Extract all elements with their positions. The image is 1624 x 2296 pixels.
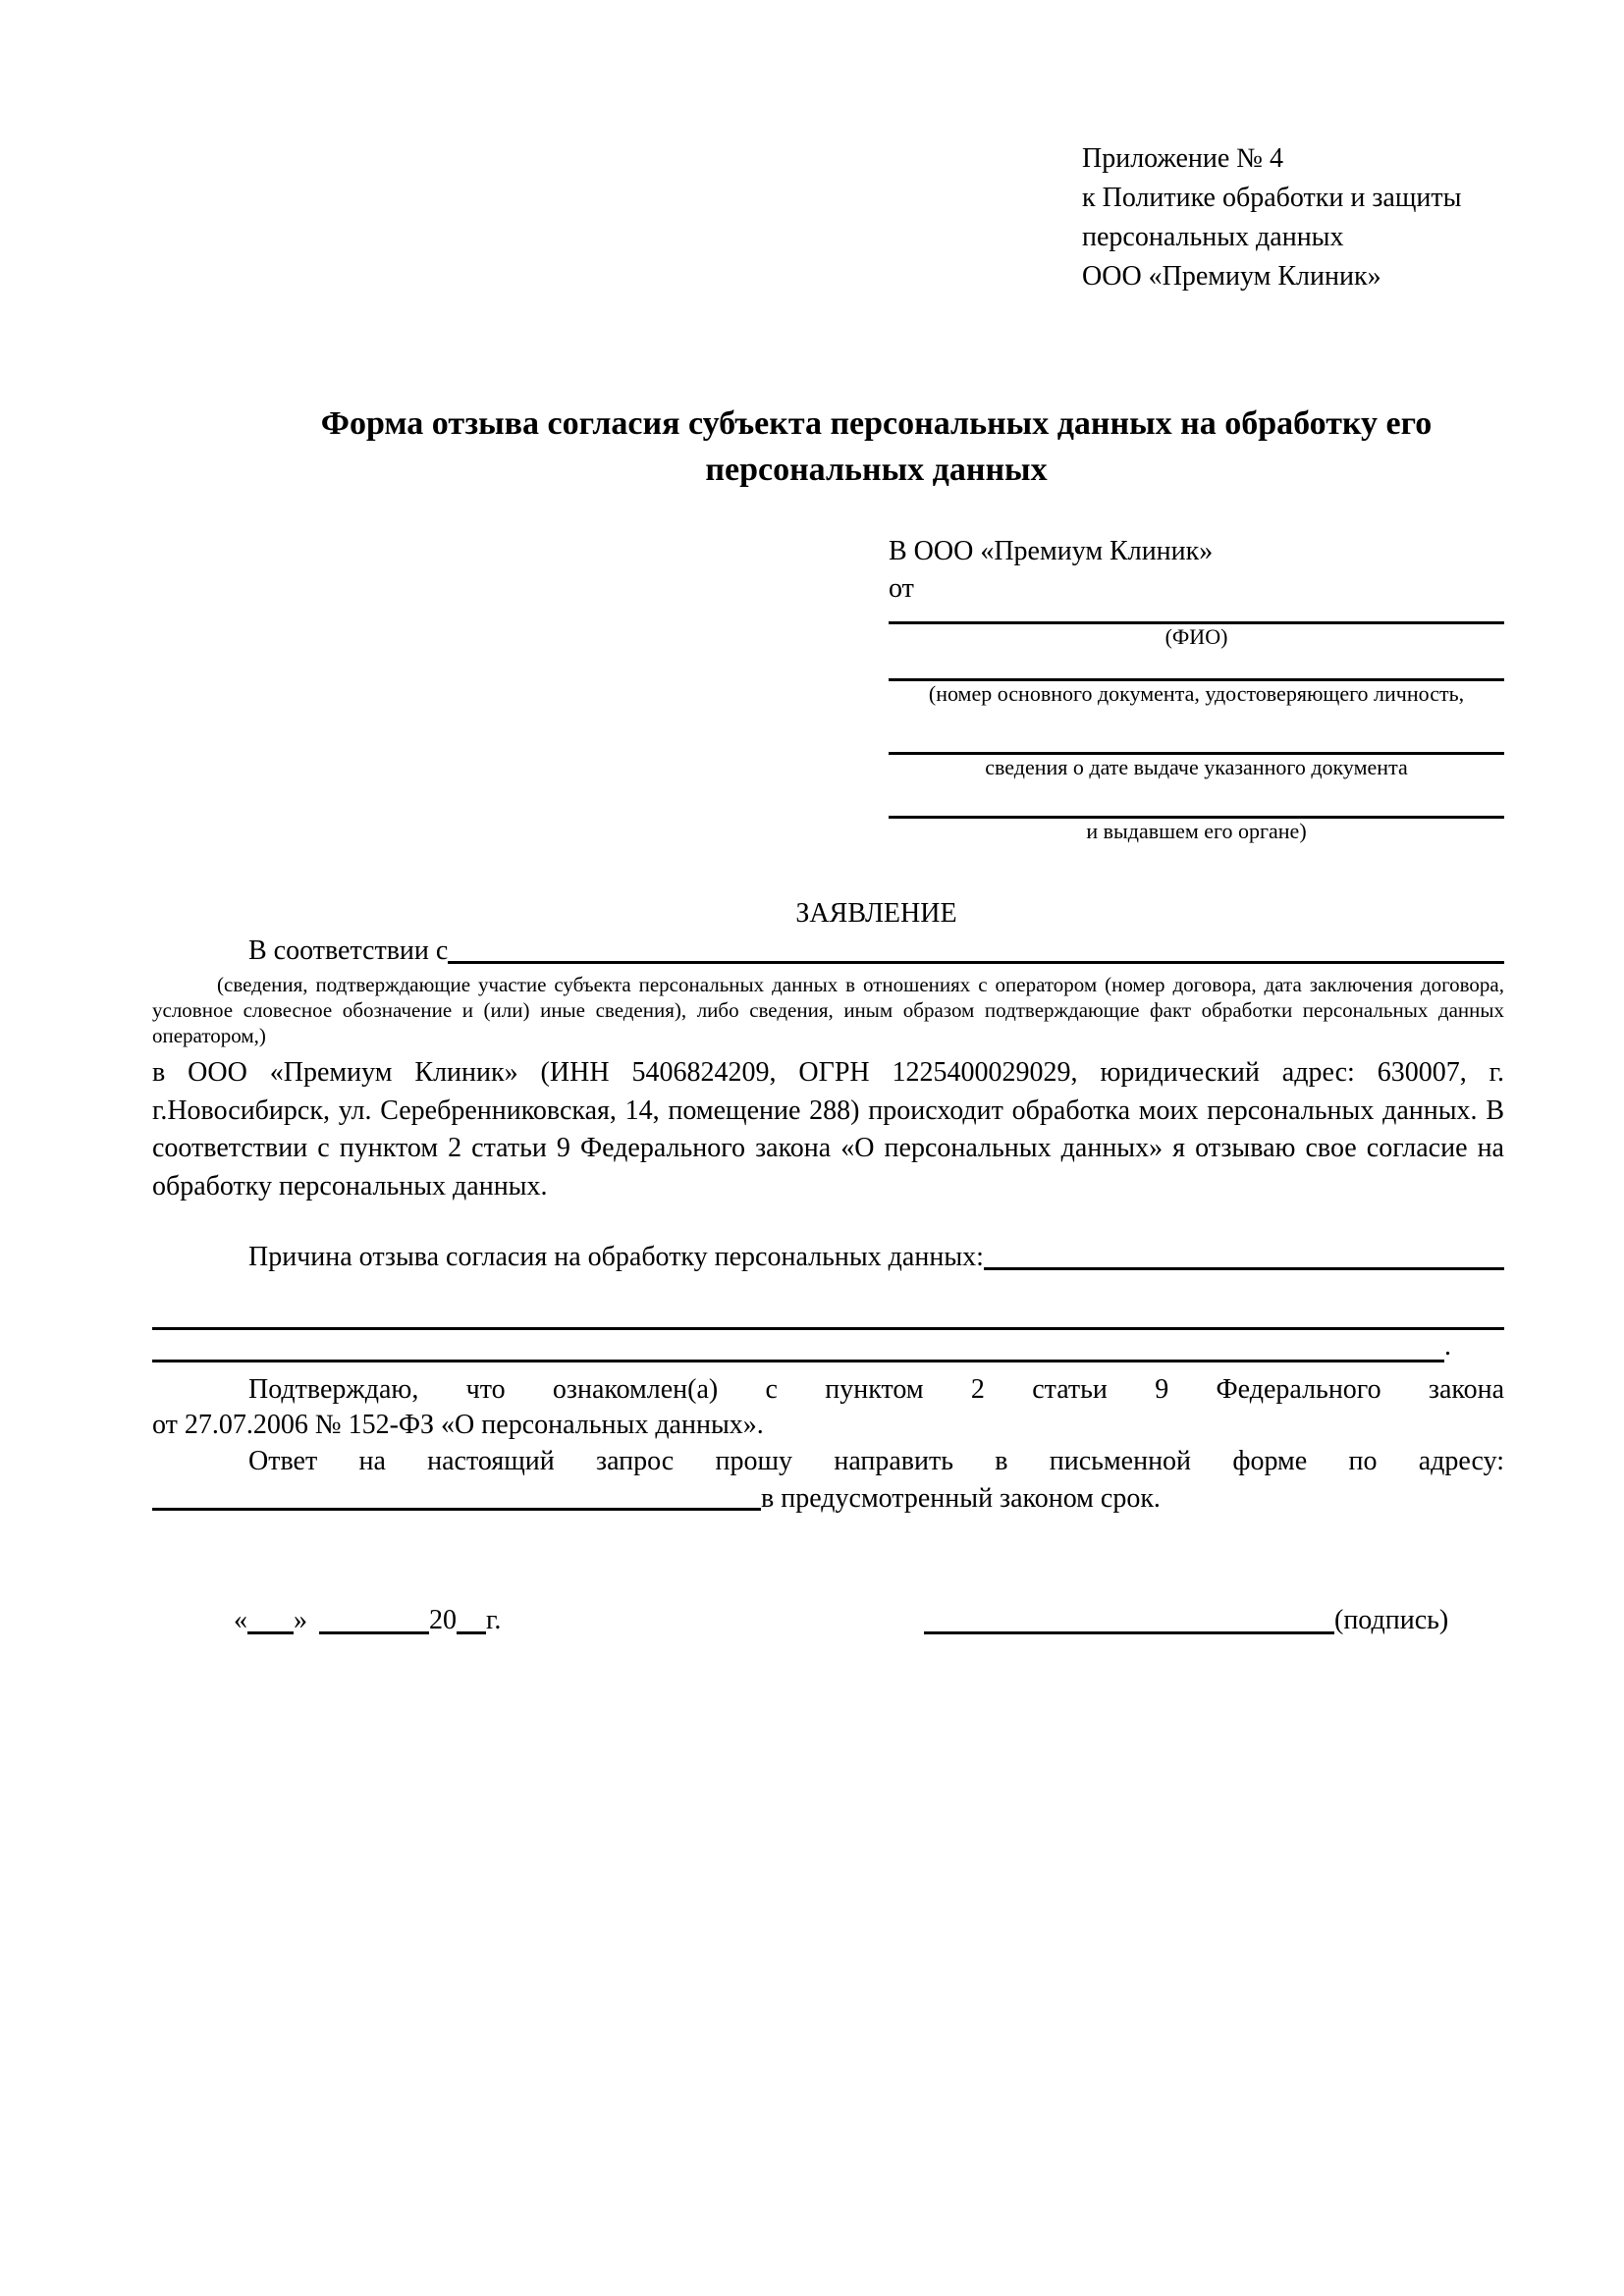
- date-signature-row: [152, 1602, 1504, 1643]
- fio-caption: (ФИО): [1164, 624, 1228, 649]
- signature-group: [924, 1602, 1448, 1639]
- reason-label: Причина отзыва согласия на обработку персональных данных:: [248, 1242, 984, 1272]
- appendix-block: [1082, 139, 1461, 296]
- intro-note: (сведения, подтверждающие участие субъекта персональных данных в отношениях с оператором (номер договора, дата заключения договора, условное словесное обозначение и (или) иные сведения), либо сведения, иным образом подтверждающие факт обработки персональных данных оператором,): [152, 973, 1504, 1047]
- reason-blank-line-3: [152, 1335, 1444, 1362]
- date-year-blank: [457, 1631, 486, 1634]
- reply-suffix: в предусмотренный законом срок.: [761, 1482, 1161, 1514]
- confirm-paragraph: [152, 1372, 1504, 1443]
- reply-prefix: Ответ на настоящий запрос прошу направить в письменной форме по адресу:: [248, 1446, 1504, 1476]
- reply-paragraph: [152, 1443, 1504, 1517]
- date-day-blank: [247, 1631, 294, 1634]
- reply-address-blank-line: [152, 1508, 761, 1511]
- document-number-blank-line: [889, 650, 1504, 681]
- appendix-line-3: персональных данных: [1082, 222, 1344, 252]
- addressee-block: [889, 533, 1504, 844]
- appendix-line-4: ООО «Премиум Клиник»: [1082, 261, 1381, 292]
- signature-blank-line: [924, 1631, 1334, 1634]
- issuing-authority-caption: и выдавшем его органе): [1086, 819, 1307, 843]
- signature-caption: (подпись): [1334, 1605, 1449, 1635]
- appendix-line-1: Приложение № 4: [1082, 143, 1283, 174]
- fio-blank-line: [889, 608, 1504, 624]
- date-year-suffix: г.: [486, 1605, 502, 1635]
- body-paragraph: в ООО «Премиум Клиник» (ИНН 5406824209, ОГРН 1225400029029, юридический адрес: 630007, г. г.Новосибирск, ул. Серебренниковская, 14, помещение 288) происходит обработка моих персональных данных. В соответствии с пунктом 2 статьи 9 Федерального закона «О персональных данных» я отзываю свое согласие на обработку персональных данных.: [152, 1057, 1504, 1201]
- document-number-caption: (номер основного документа, удостоверяющего личность,: [928, 681, 1465, 706]
- issuing-authority-blank-line: [889, 780, 1504, 819]
- intro-blank-line: [448, 961, 1504, 964]
- reason-blank-line-3-row: [152, 1331, 1504, 1362]
- confirm-line-2: от 27.07.2006 № 152-ФЗ «О персональных данных».: [152, 1410, 764, 1440]
- date-month-blank: [319, 1631, 429, 1634]
- addressee-to: В ООО «Премиум Клиник»: [889, 536, 1214, 566]
- appendix-line-2: к Политике обработки и защиты: [1082, 183, 1462, 213]
- reason-blank-line: [984, 1267, 1504, 1270]
- intro-row: [152, 933, 1504, 970]
- date-quote-open: «: [234, 1605, 247, 1635]
- intro-prefix: В соответствии с: [248, 935, 449, 966]
- issue-date-blank-line: [889, 707, 1504, 755]
- date-group: [234, 1602, 501, 1639]
- date-year-prefix: 20: [429, 1605, 457, 1635]
- issue-date-caption: сведения о дате выдаче указанного документа: [985, 755, 1408, 779]
- blank-line-terminator: .: [1444, 1331, 1451, 1362]
- statement-heading: ЗАЯВЛЕНИЕ: [795, 898, 957, 929]
- addressee-from-label: от: [889, 573, 914, 604]
- document-title: Форма отзыва согласия субъекта персональных данных на обработку его персональных данных: [320, 405, 1433, 488]
- reason-blank-line-2: [152, 1306, 1504, 1330]
- date-quote-close: »: [294, 1605, 307, 1635]
- confirm-line-1: Подтверждаю, что ознакомлен(а) с пунктом 2 статьи 9 Федерального закона: [248, 1374, 1504, 1405]
- reason-row: [152, 1239, 1504, 1276]
